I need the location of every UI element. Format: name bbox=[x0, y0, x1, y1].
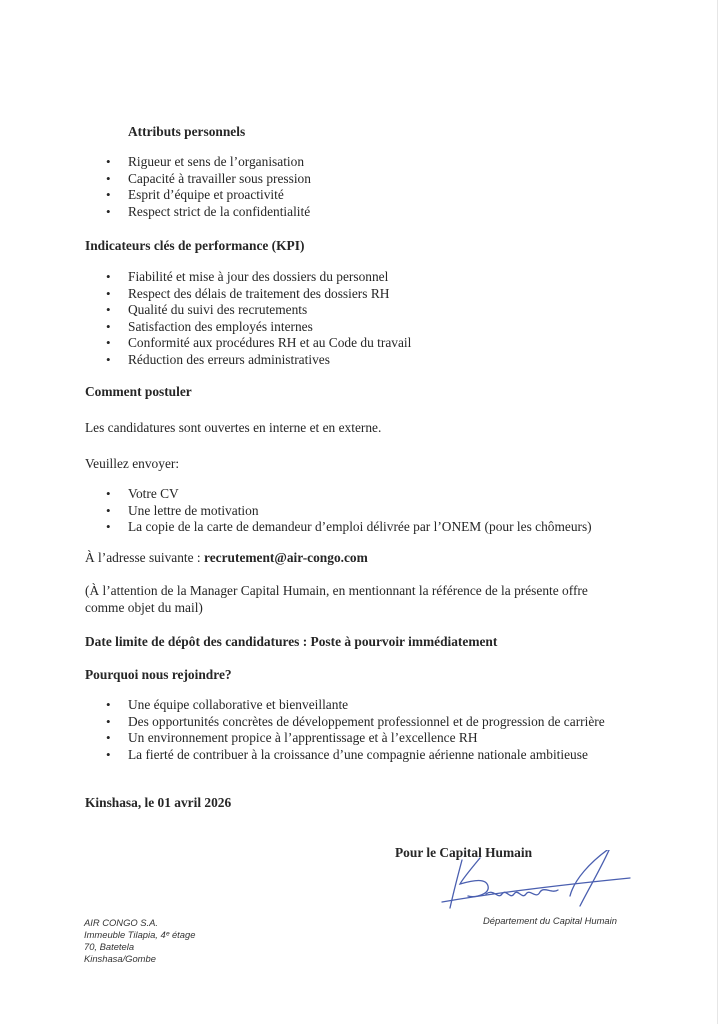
list-item: • Votre CV bbox=[106, 486, 179, 501]
why-heading: Pourquoi nous rejoindre? bbox=[85, 667, 232, 682]
list-item: • La copie de la carte de demandeur d’emploi délivrée par l’ONEM (pour les chômeurs) bbox=[106, 519, 592, 535]
email-link[interactable]: recrutement@air-congo.com bbox=[204, 550, 368, 565]
list-item: • Des opportunités concrètes de développement professionnel et de progression de carrière bbox=[106, 713, 605, 729]
deadline-text: Date limite de dépôt des candidatures : Poste à pourvoir immédiatement bbox=[85, 634, 498, 649]
list-item: • Fiabilité et mise à jour des dossiers du personnel bbox=[106, 269, 389, 284]
attention-line-2: comme objet du mail) bbox=[85, 600, 203, 615]
list-item: • Capacité à travailler sous pression bbox=[106, 170, 311, 186]
list-item: • Une équipe collaborative et bienveillante bbox=[106, 697, 349, 712]
signature-stroke bbox=[460, 858, 488, 897]
bullet-icon: • bbox=[106, 318, 111, 334]
bullet-icon: • bbox=[106, 187, 111, 203]
attributes-list bbox=[106, 154, 311, 220]
bullet-icon: • bbox=[106, 203, 111, 219]
signature-title: Pour le Capital Humain bbox=[395, 845, 533, 860]
kpi-heading: Indicateurs clés de performance (KPI) bbox=[85, 238, 305, 253]
footer-street: 70, Batetela bbox=[84, 941, 135, 952]
signature-stroke bbox=[570, 850, 610, 906]
apply-heading: Comment postuler bbox=[85, 384, 192, 399]
bullet-icon: • bbox=[106, 519, 111, 535]
bullet-icon: • bbox=[106, 746, 111, 762]
list-item: • Respect des délais de traitement des dossiers RH bbox=[106, 285, 390, 301]
bullet-icon: • bbox=[106, 335, 111, 351]
list-item: • Un environnement propice à l’apprentissage et à l’excellence RH bbox=[106, 730, 478, 746]
bullet-icon: • bbox=[106, 351, 111, 367]
place-date: Kinshasa, le 01 avril 2026 bbox=[85, 795, 232, 810]
address-prefix: À l’adresse suivante : bbox=[85, 550, 204, 565]
footer-city: Kinshasa/Gombe bbox=[84, 953, 156, 964]
list-item: • Satisfaction des employés internes bbox=[106, 318, 313, 334]
kpi-list bbox=[106, 269, 411, 369]
bullet-icon: • bbox=[106, 269, 111, 284]
bullet-icon: • bbox=[106, 285, 111, 301]
list-item: • Rigueur et sens de l’organisation bbox=[106, 154, 305, 169]
bullet-icon: • bbox=[106, 502, 111, 518]
bullet-icon: • bbox=[106, 713, 111, 729]
bullet-icon: • bbox=[106, 170, 111, 186]
apply-send-label: Veuillez envoyer: bbox=[85, 456, 180, 471]
bullet-icon: • bbox=[106, 697, 111, 712]
signature-image bbox=[440, 850, 640, 920]
page-edge-line bbox=[717, 0, 718, 1024]
attributes-heading: Attributs personnels bbox=[128, 124, 246, 139]
footer-building: Immeuble Tilapia, 4ᵉ étage bbox=[84, 929, 196, 940]
list-item: • La fierté de contribuer à la croissance d’une compagnie aérienne nationale ambitieuse bbox=[106, 746, 588, 762]
bullet-icon: • bbox=[106, 302, 111, 318]
list-item: • Une lettre de motivation bbox=[106, 502, 259, 518]
list-item: • Qualité du suivi des recrutements bbox=[106, 302, 308, 318]
list-item: • Esprit d’équipe et proactivité bbox=[106, 187, 284, 203]
footer-company: AIR CONGO S.A. bbox=[84, 917, 158, 928]
list-item: • Respect strict de la confidentialité bbox=[106, 203, 311, 219]
attention-line-1: (À l’attention de la Manager Capital Humain, en mentionnant la référence de la présente offre bbox=[85, 583, 588, 598]
signature-department: Département du Capital Humain bbox=[483, 915, 617, 926]
why-list bbox=[106, 697, 605, 763]
list-item: • Conformité aux procédures RH et au Code du travail bbox=[106, 335, 412, 351]
address-line bbox=[85, 550, 368, 566]
bullet-icon: • bbox=[106, 154, 111, 169]
list-item: • Réduction des erreurs administratives bbox=[106, 351, 330, 367]
bullet-icon: • bbox=[106, 730, 111, 746]
apply-list bbox=[106, 486, 592, 536]
bullet-icon: • bbox=[106, 486, 111, 501]
apply-intro: Les candidatures sont ouvertes en interne et en externe. bbox=[85, 420, 382, 435]
